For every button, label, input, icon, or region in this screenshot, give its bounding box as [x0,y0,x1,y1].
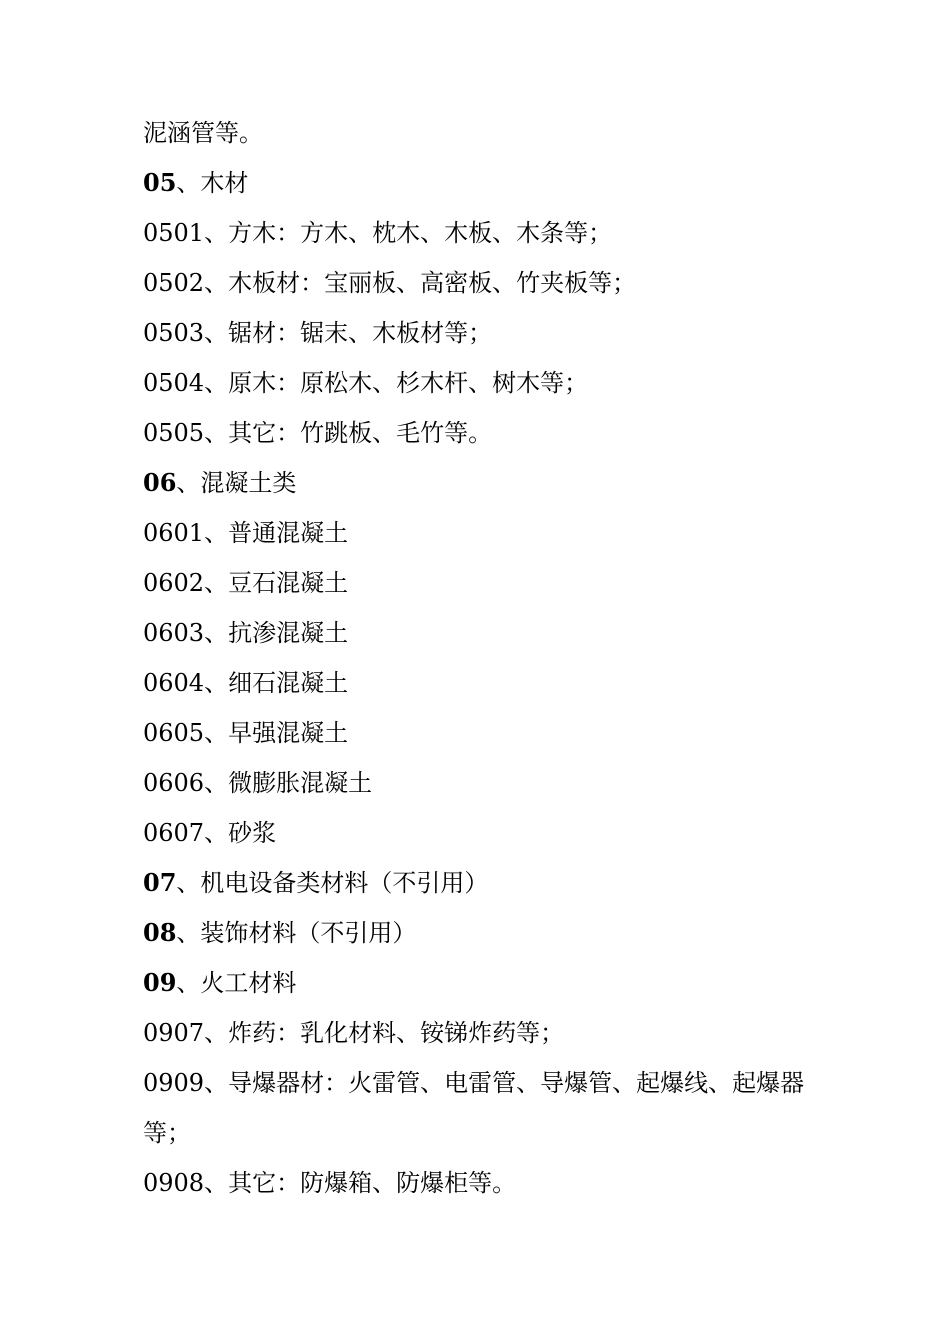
item-code: 0503 [143,319,205,347]
item-text: 、导爆器材：火雷管、电雷管、导爆管、起爆线、起爆器等； [143,1069,805,1147]
item-text: 、方木：方木、枕木、木板、木条等； [204,219,613,247]
item-code: 0505 [143,419,205,447]
section-heading [143,458,813,508]
section-title: 、装饰材料（不引用） [176,919,417,947]
list-item [143,708,813,758]
list-item [143,308,813,358]
section-code: 09 [143,968,177,997]
section-heading [143,858,813,908]
section-code: 07 [143,868,177,897]
list-item [143,358,813,408]
item-code: 0603 [143,619,205,647]
list-item [143,808,813,858]
item-text: 、砂浆 [204,819,277,847]
section-code: 05 [143,168,177,197]
item-text: 、木板材：宝丽板、高密板、竹夹板等； [204,269,637,297]
list-item [143,758,813,808]
text-line [143,108,813,158]
section-heading [143,158,813,208]
item-text: 、锯材：锯末、木板材等； [204,319,493,347]
section-title: 、混凝土类 [176,469,297,497]
item-text: 、其它：竹跳板、毛竹等。 [204,419,493,447]
item-code: 0501 [143,219,205,247]
item-text: 、豆石混凝土 [204,569,349,597]
section-title: 、木材 [176,169,249,197]
item-code: 0908 [143,1169,205,1197]
item-code: 0504 [143,369,205,397]
item-code: 0601 [143,519,205,547]
item-text: 、普通混凝土 [204,519,349,547]
list-item [143,658,813,708]
list-item [143,508,813,558]
list-item [143,258,813,308]
item-text: 、抗渗混凝土 [204,619,349,647]
item-text: 、原木：原松木、杉木杆、树木等； [204,369,589,397]
document-page [143,108,813,1208]
section-title: 、火工材料 [176,969,297,997]
item-text: 、其它：防爆箱、防爆柜等。 [204,1169,517,1197]
item-code: 0909 [143,1069,205,1097]
item-code: 0907 [143,1019,205,1047]
list-item [143,608,813,658]
item-text: 、早强混凝土 [204,719,349,747]
item-code: 0502 [143,269,205,297]
section-heading [143,908,813,958]
item-text: 、微膨胀混凝土 [204,769,373,797]
item-code: 0606 [143,769,205,797]
section-code: 06 [143,468,177,497]
item-code: 0607 [143,819,205,847]
list-item [143,408,813,458]
section-heading [143,958,813,1008]
list-item [143,1058,813,1158]
item-code: 0602 [143,569,205,597]
item-code: 0604 [143,669,205,697]
item-code: 0605 [143,719,205,747]
list-item [143,558,813,608]
line-text: 泥涵管等。 [143,119,263,147]
list-item [143,208,813,258]
section-title: 、机电设备类材料（不引用） [176,869,489,897]
list-item [143,1008,813,1058]
section-code: 08 [143,918,177,947]
item-text: 、炸药：乳化材料、铵锑炸药等； [204,1019,565,1047]
list-item [143,1158,813,1208]
item-text: 、细石混凝土 [204,669,349,697]
